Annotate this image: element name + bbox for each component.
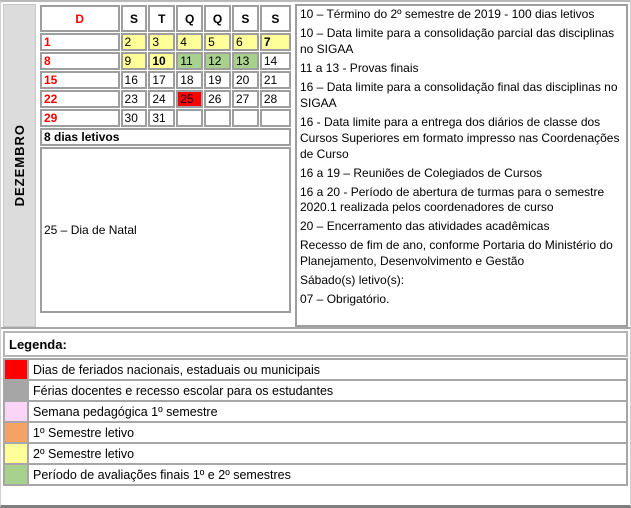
calendar-note: 10 – Término do 2º semestre de 2019 - 100 dias letivos — [300, 7, 595, 21]
calendar-day-11: 11 — [176, 52, 203, 70]
legend-swatch — [4, 464, 28, 485]
legend-label: 1º Semestre letivo — [28, 422, 627, 443]
calendar-day-13: 13 — [232, 52, 259, 70]
weekday-header-6: S — [260, 5, 291, 32]
weekday-header-1: S — [121, 5, 148, 32]
calendar-note: 20 – Encerramento das atividades acadêmicas — [300, 219, 550, 234]
legend-item — [4, 359, 627, 380]
calendar-grid-wrap — [39, 4, 292, 327]
weekday-header-row — [40, 5, 291, 32]
calendar-day-empty — [232, 109, 259, 127]
calendar-week-row — [40, 33, 291, 51]
calendar-day-26: 26 — [204, 90, 231, 108]
calendar-day-15: 15 — [40, 71, 120, 89]
calendar-day-empty — [204, 109, 231, 127]
calendar-day-12: 12 — [204, 52, 231, 70]
legend-section — [1, 329, 630, 486]
calendar-table — [39, 4, 292, 314]
month-name-strip — [3, 4, 36, 327]
calendar-body — [40, 33, 291, 127]
legend-label: Semana pedagógica 1º semestre — [28, 401, 627, 422]
calendar-day-28: 28 — [260, 90, 291, 108]
calendar-day-14: 14 — [260, 52, 291, 70]
legend-label: Período de avaliações finais 1º e 2º semestres — [28, 464, 627, 485]
legend-label: 2º Semestre letivo — [28, 443, 627, 464]
calendar-day-25: 25 — [176, 90, 203, 108]
legend-label: Férias docentes e recesso escolar para os estudantes — [28, 380, 627, 401]
calendar-week-row — [40, 109, 291, 127]
calendar-note: 16 – Data limite para a consolidação final das disciplinas no SIGAA — [300, 79, 618, 110]
calendar-day-27: 27 — [232, 90, 259, 108]
calendar-day-2: 2 — [121, 33, 148, 51]
calendar-day-1: 1 — [40, 33, 120, 51]
school-days-summary: 8 dias letivos — [40, 128, 291, 146]
calendar-day-10: 10 — [148, 52, 175, 70]
calendar-day-24: 24 — [148, 90, 175, 108]
calendar-week-row — [40, 90, 291, 108]
weekday-header-4: Q — [204, 5, 231, 32]
legend-item — [4, 464, 627, 485]
calendar-day-23: 23 — [121, 90, 148, 108]
calendar-day-21: 21 — [260, 71, 291, 89]
calendar-day-29: 29 — [40, 109, 120, 127]
calendar-note: Sábado(s) letivo(s): — [300, 273, 405, 288]
calendar-note: 07 – Obrigatório. — [300, 292, 390, 307]
legend-title: Legenda: — [3, 331, 628, 357]
calendar-day-19: 19 — [204, 71, 231, 89]
legend-swatch — [4, 401, 28, 422]
month-notes-panel — [295, 4, 628, 327]
calendar-note: 16 a 19 – Reuniões de Colegiados de Cursos — [300, 165, 543, 180]
legend-swatch — [4, 443, 28, 464]
legend-item — [4, 443, 627, 464]
month-section — [1, 2, 630, 329]
calendar-day-30: 30 — [121, 109, 148, 127]
month-name: DEZEMBRO — [12, 124, 27, 207]
legend-swatch — [4, 422, 28, 443]
calendar-day-18: 18 — [176, 71, 203, 89]
calendar-note: 16 - Data limite para a entrega dos diários de classe dos Cursos Superiores em formato impresso nas Coordenações de Curso — [300, 114, 620, 161]
calendar-day-empty — [176, 109, 203, 127]
legend-swatch — [4, 359, 28, 380]
calendar-day-8: 8 — [40, 52, 120, 70]
calendar-note: 16 a 20 - Período de abertura de turmas para o semestre 2020.1 realizada pelos coordenadores de curso — [300, 184, 605, 215]
weekday-header-sunday: D — [40, 5, 120, 32]
weekday-header-2: T — [148, 5, 175, 32]
calendar-day-7: 7 — [260, 33, 291, 51]
calendar-day-6: 6 — [232, 33, 259, 51]
calendar-week-row — [40, 52, 291, 70]
legend-swatch — [4, 380, 28, 401]
calendar-day-31: 31 — [148, 109, 175, 127]
calendar-day-9: 9 — [121, 52, 148, 70]
legend-body — [4, 359, 627, 485]
weekday-header-3: Q — [176, 5, 203, 32]
legend-label: Dias de feriados nacionais, estaduais ou municipais — [28, 359, 627, 380]
legend-item — [4, 380, 627, 401]
calendar-day-empty — [260, 109, 291, 127]
weekday-header-5: S — [232, 5, 259, 32]
calendar-day-3: 3 — [148, 33, 175, 51]
calendar-week-row — [40, 71, 291, 89]
calendar-day-20: 20 — [232, 71, 259, 89]
calendar-day-16: 16 — [121, 71, 148, 89]
calendar-note: Recesso de fim de ano, conforme Portaria do Ministério do Planejamento, Desenvolvimento e Gestão — [300, 238, 613, 269]
calendar-note: 10 – Data limite para a consolidação parcial das disciplinas no SIGAA — [300, 25, 615, 56]
legend-item — [4, 401, 627, 422]
calendar-day-22: 22 — [40, 90, 120, 108]
calendar-day-4: 4 — [176, 33, 203, 51]
holiday-note: 25 – Dia de Natal — [40, 147, 291, 313]
legend-item — [4, 422, 627, 443]
calendar-day-5: 5 — [204, 33, 231, 51]
calendar-day-17: 17 — [148, 71, 175, 89]
calendar-note: 11 a 13 - Provas finais — [300, 60, 419, 75]
legend-table — [3, 358, 628, 486]
